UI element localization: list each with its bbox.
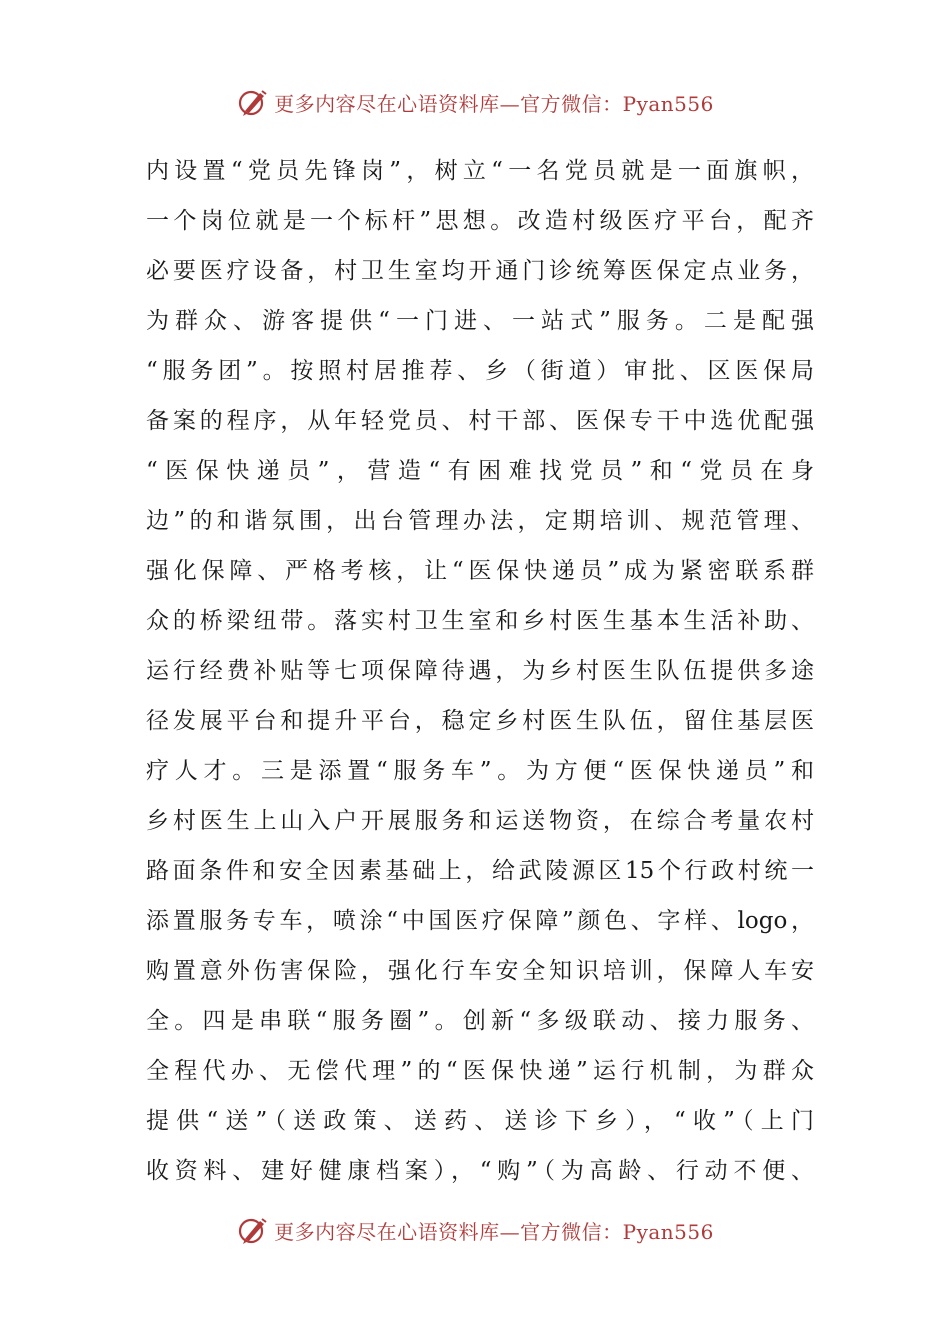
text-line: 添置服务专车，喷涂“中国医疗保障”颜色、字样、logo，	[146, 908, 814, 934]
text-line: 全。四是串联“服务圈”。创新“多级联动、接力服务、	[146, 1008, 814, 1034]
text-line: “医保快递员”，营造“有困难找党员”和“党员在身	[146, 458, 814, 484]
text-line: 内设置“党员先锋岗”，树立“一名党员就是一面旗帜，	[146, 158, 814, 184]
footer-banner	[0, 1210, 950, 1250]
header-banner-text: 更多内容尽在心语资料库—官方微信：Pyan556	[274, 91, 714, 116]
text-line: 收资料、建好健康档案），“购”（为高龄、行动不便、	[146, 1158, 814, 1184]
text-line: 强化保障、严格考核，让“医保快递员”成为紧密联系群	[146, 558, 814, 584]
text-line: 提供“送”（送政策、送药、送诊下乡），“收”（上门	[146, 1108, 814, 1134]
text-line: 备案的程序，从年轻党员、村干部、医保专干中选优配强	[146, 408, 814, 434]
text-line: 必要医疗设备，村卫生室均开通门诊统筹医保定点业务，	[146, 258, 814, 284]
text-line: 疗人才。三是添置“服务车”。为方便“医保快递员”和	[146, 758, 814, 784]
footer-banner-text: 更多内容尽在心语资料库—官方微信：Pyan556	[274, 1219, 714, 1244]
text-line: 为群众、游客提供“一门进、一站式”服务。二是配强	[146, 308, 814, 334]
document-body	[146, 146, 814, 1196]
text-line: 径发展平台和提升平台，稳定乡村医生队伍，留住基层医	[146, 708, 814, 734]
text-line: 乡村医生上山入户开展服务和运送物资，在综合考量农村	[146, 808, 814, 834]
pen-circle-logo-icon	[236, 1213, 270, 1247]
text-line: 边”的和谐氛围，出台管理办法，定期培训、规范管理、	[146, 508, 814, 534]
header-banner	[0, 82, 950, 122]
pen-circle-logo-icon	[236, 85, 270, 119]
text-line: 全程代办、无偿代理”的“医保快递”运行机制，为群众	[146, 1058, 814, 1084]
text-line: 一个岗位就是一个标杆”思想。改造村级医疗平台，配齐	[146, 208, 814, 234]
text-line: “服务团”。按照村居推荐、乡（街道）审批、区医保局	[146, 358, 814, 384]
text-line: 众的桥梁纽带。落实村卫生室和乡村医生基本生活补助、	[146, 608, 814, 634]
text-line: 运行经费补贴等七项保障待遇，为乡村医生队伍提供多途	[146, 658, 814, 684]
text-line: 购置意外伤害保险，强化行车安全知识培训，保障人车安	[146, 958, 814, 984]
text-line: 路面条件和安全因素基础上，给武陵源区15个行政村统一	[146, 858, 814, 884]
